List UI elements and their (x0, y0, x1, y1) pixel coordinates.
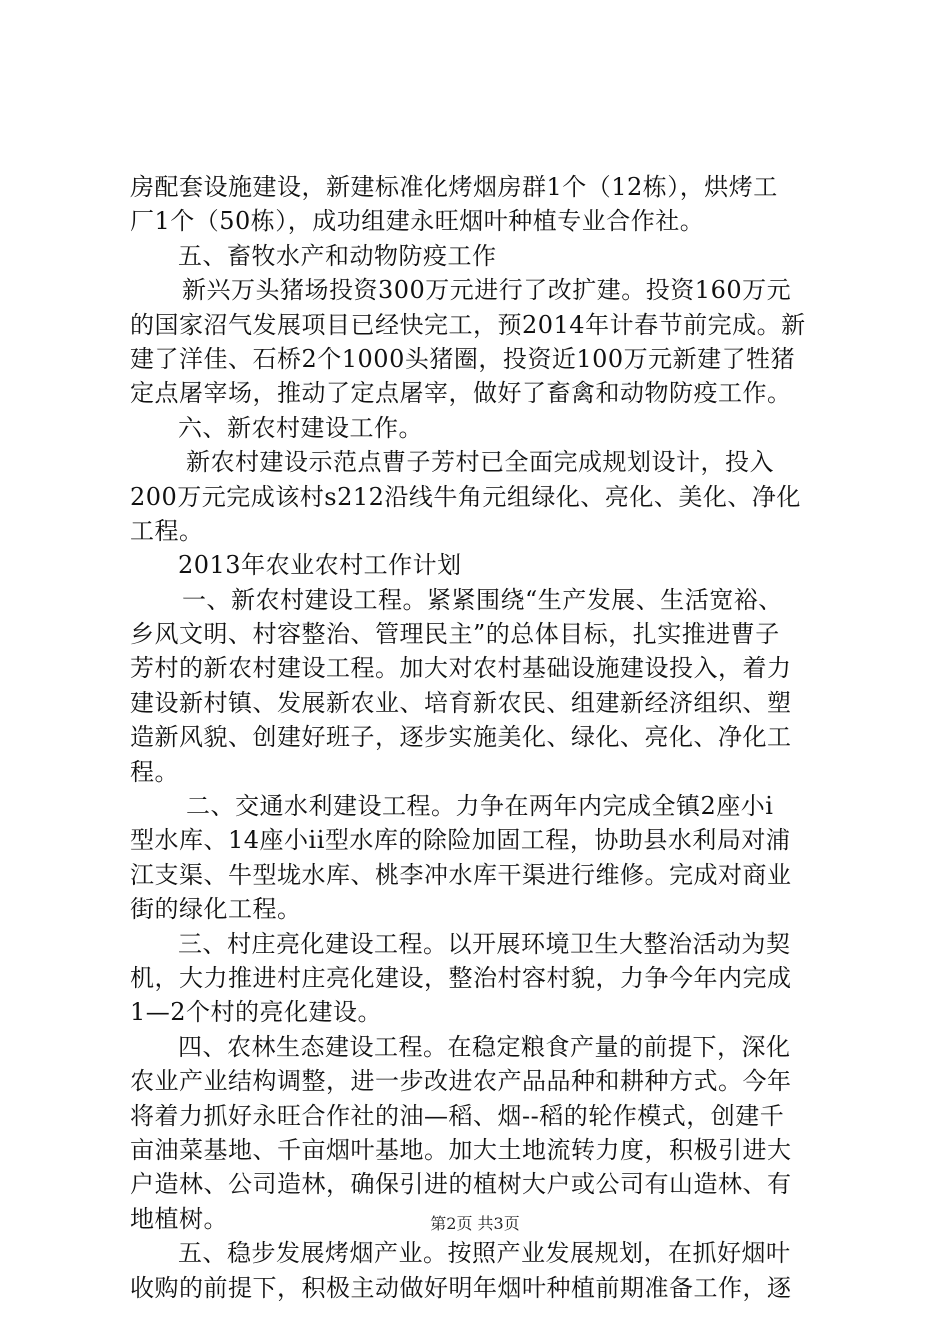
text-line: 街的绿化工程。 (130, 895, 302, 924)
text-line: 型水库、14座小ii型水库的除险加固工程，协助县水利局对浦 (130, 826, 791, 855)
text-line: 三、村庄亮化建设工程。以开展环境卫生大整治活动为契 (178, 929, 791, 958)
text-line: 造新风貌、创建好班子，逐步实施美化、绿化、亮化、净化工 (130, 723, 792, 752)
text-line: 户造林、公司造林，确保引进的植树大户或公司有山造林、有 (130, 1170, 792, 1199)
text-line: 将着力抓好永旺合作社的油—稻、烟--稻的轮作模式，创建千 (130, 1101, 785, 1130)
text-line: 1—2个村的亮化建设。 (130, 998, 383, 1027)
text-line: 程。 (130, 757, 179, 786)
text-line: 建设新村镇、发展新农业、培育新农民、组建新经济组织、塑 (130, 688, 792, 717)
text-line: 江支渠、牛型垅水库、桃李冲水库干渠进行维修。完成对商业 (130, 860, 792, 889)
text-line: 五、稳步发展烤烟产业。按照产业发展规划，在抓好烟叶 (178, 1239, 791, 1268)
text-line: 2013年农业农村工作计划 (178, 551, 462, 580)
text-line: 的国家沼气发展项目已经快完工，预2014年计春节前完成。新 (130, 310, 806, 339)
text-line: 芳村的新农村建设工程。加大对农村基础设施建设投入，着力 (130, 654, 792, 683)
text-line: 农业产业结构调整，进一步改进农产品品种和耕种方式。今年 (130, 1067, 792, 1096)
text-line: 厂1个（50栋），成功组建永旺烟叶种植专业合作社。 (130, 207, 705, 236)
text-line: 收购的前提下，积极主动做好明年烟叶种植前期准备工作，逐 (130, 1273, 792, 1302)
text-line: 二、交通水利建设工程。力争在两年内完成全镇2座小i (186, 792, 774, 821)
text-line: 乡风文明、村容整治、管理民主”的总体目标，扎实推进曹子 (130, 620, 780, 649)
text-line: 亩油菜基地、千亩烟叶基地。加大土地流转力度，积极引进大 (130, 1135, 792, 1164)
text-line: 地植树。 (130, 1204, 228, 1233)
text-line: 一、新农村建设工程。紧紧围绕“生产发展、生活宽裕、 (182, 585, 783, 614)
text-line: 建了洋佳、石桥2个1000头猪圈，投资近100万元新建了牲猪 (130, 344, 796, 373)
text-line: 房配套设施建设，新建标准化烤烟房群1个（12栋），烘烤工 (130, 173, 778, 201)
document-body (130, 170, 845, 1305)
text-line: 新兴万头猪场投资300万元进行了改扩建。投资160万元 (182, 276, 792, 305)
text-line: 200万元完成该村s212沿线牛角元组绿化、亮化、美化、净化 (130, 482, 801, 511)
text-line: 四、农林生态建设工程。在稳定粮食产量的前提下，深化 (178, 1032, 791, 1061)
text-line: 新农村建设示范点曹子芳村已全面完成规划设计，投入 (186, 448, 774, 477)
text-line: 六、新农村建设工作。 (178, 413, 423, 442)
text-line: 五、畜牧水产和动物防疫工作 (178, 241, 497, 270)
text-line: 机，大力推进村庄亮化建设，整治村容村貌，力争今年内完成 (130, 963, 792, 992)
page-footer: 第2页 共3页 (430, 1214, 520, 1233)
text-line: 工程。 (130, 516, 204, 545)
text-line: 定点屠宰场，推动了定点屠宰，做好了畜禽和动物防疫工作。 (130, 379, 792, 408)
